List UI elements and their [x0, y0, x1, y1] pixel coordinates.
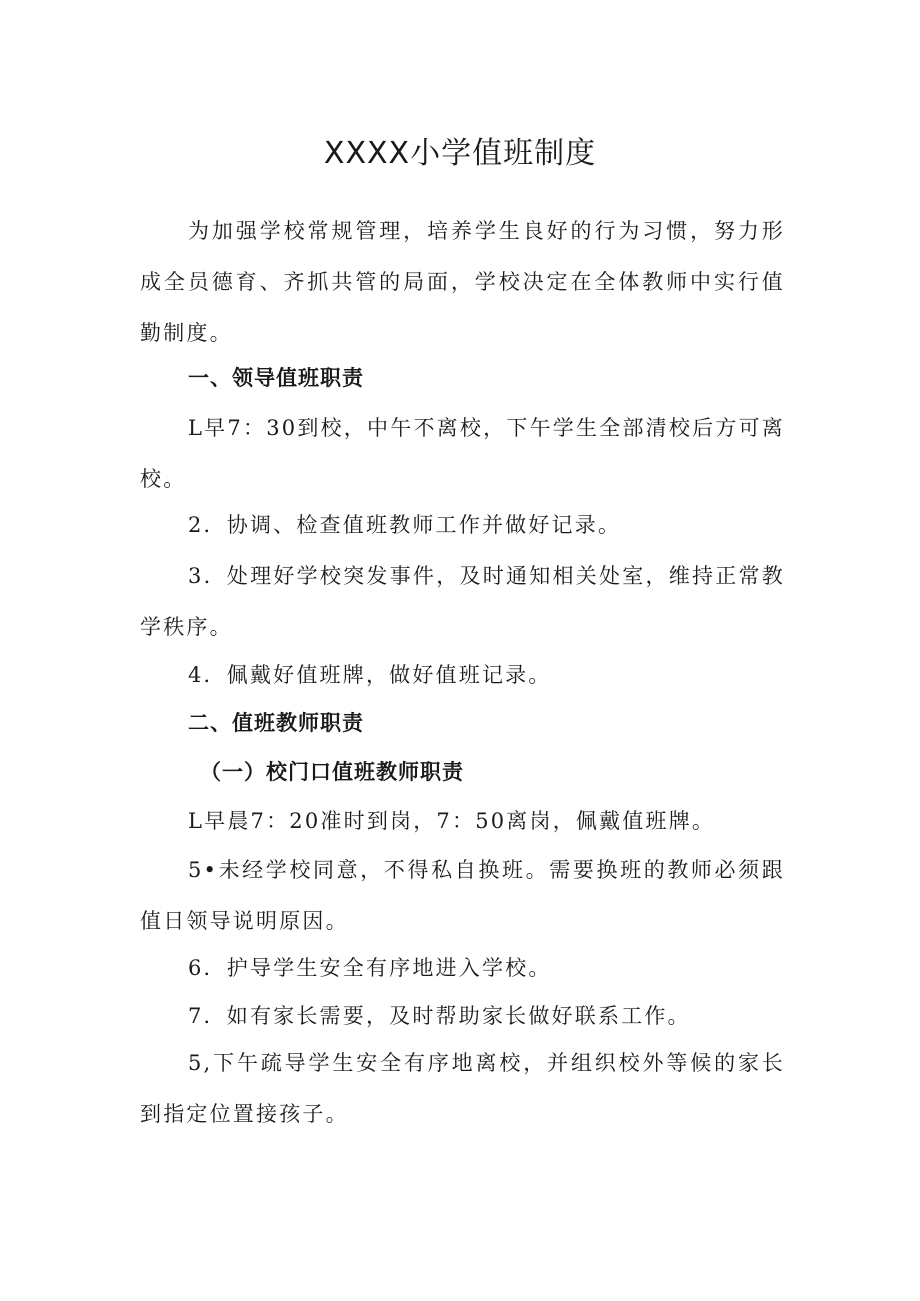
list-item: 3．处理好学校突发事件，及时通知相关处室，维持正常教学秩序。	[140, 564, 785, 639]
list-item: 7．如有家长需要，及时帮助家长做好联系工作。	[188, 1004, 691, 1028]
list-item: 5,下午疏导学生安全有序地离校，并组织校外等候的家长到指定位置接孩子。	[140, 1051, 785, 1126]
intro-paragraph: 为加强学校常规管理，培养学生良好的行为习惯，努力形成全员德育、齐抓共管的局面，学校决定在全体教师中实行值勤制度。	[140, 219, 785, 345]
list-item: 5•未经学校同意，不得私自换班。需要换班的教师必须跟值日领导说明原因。	[140, 858, 785, 933]
section-heading-teacher-duty: 二、值班教师职责	[188, 711, 364, 735]
list-item: L早7：30到校，中午不离校，下午学生全部清校后方可离校。	[140, 416, 785, 491]
list-item: 4．佩戴好值班牌，做好值班记录。	[188, 663, 552, 687]
document-title: XXXX小学值班制度	[323, 136, 597, 171]
section-heading-leader-duty: 一、领导值班职责	[188, 366, 364, 390]
subsection-heading-gate-duty: （一）校门口值班教师职责	[200, 760, 464, 784]
list-item: L早晨7：20准时到岗，7：50离岗，佩戴值班牌。	[188, 809, 716, 833]
list-item: 2．协调、检查值班教师工作并做好记录。	[188, 513, 622, 537]
list-item: 6．护导学生安全有序地进入学校。	[188, 956, 552, 980]
